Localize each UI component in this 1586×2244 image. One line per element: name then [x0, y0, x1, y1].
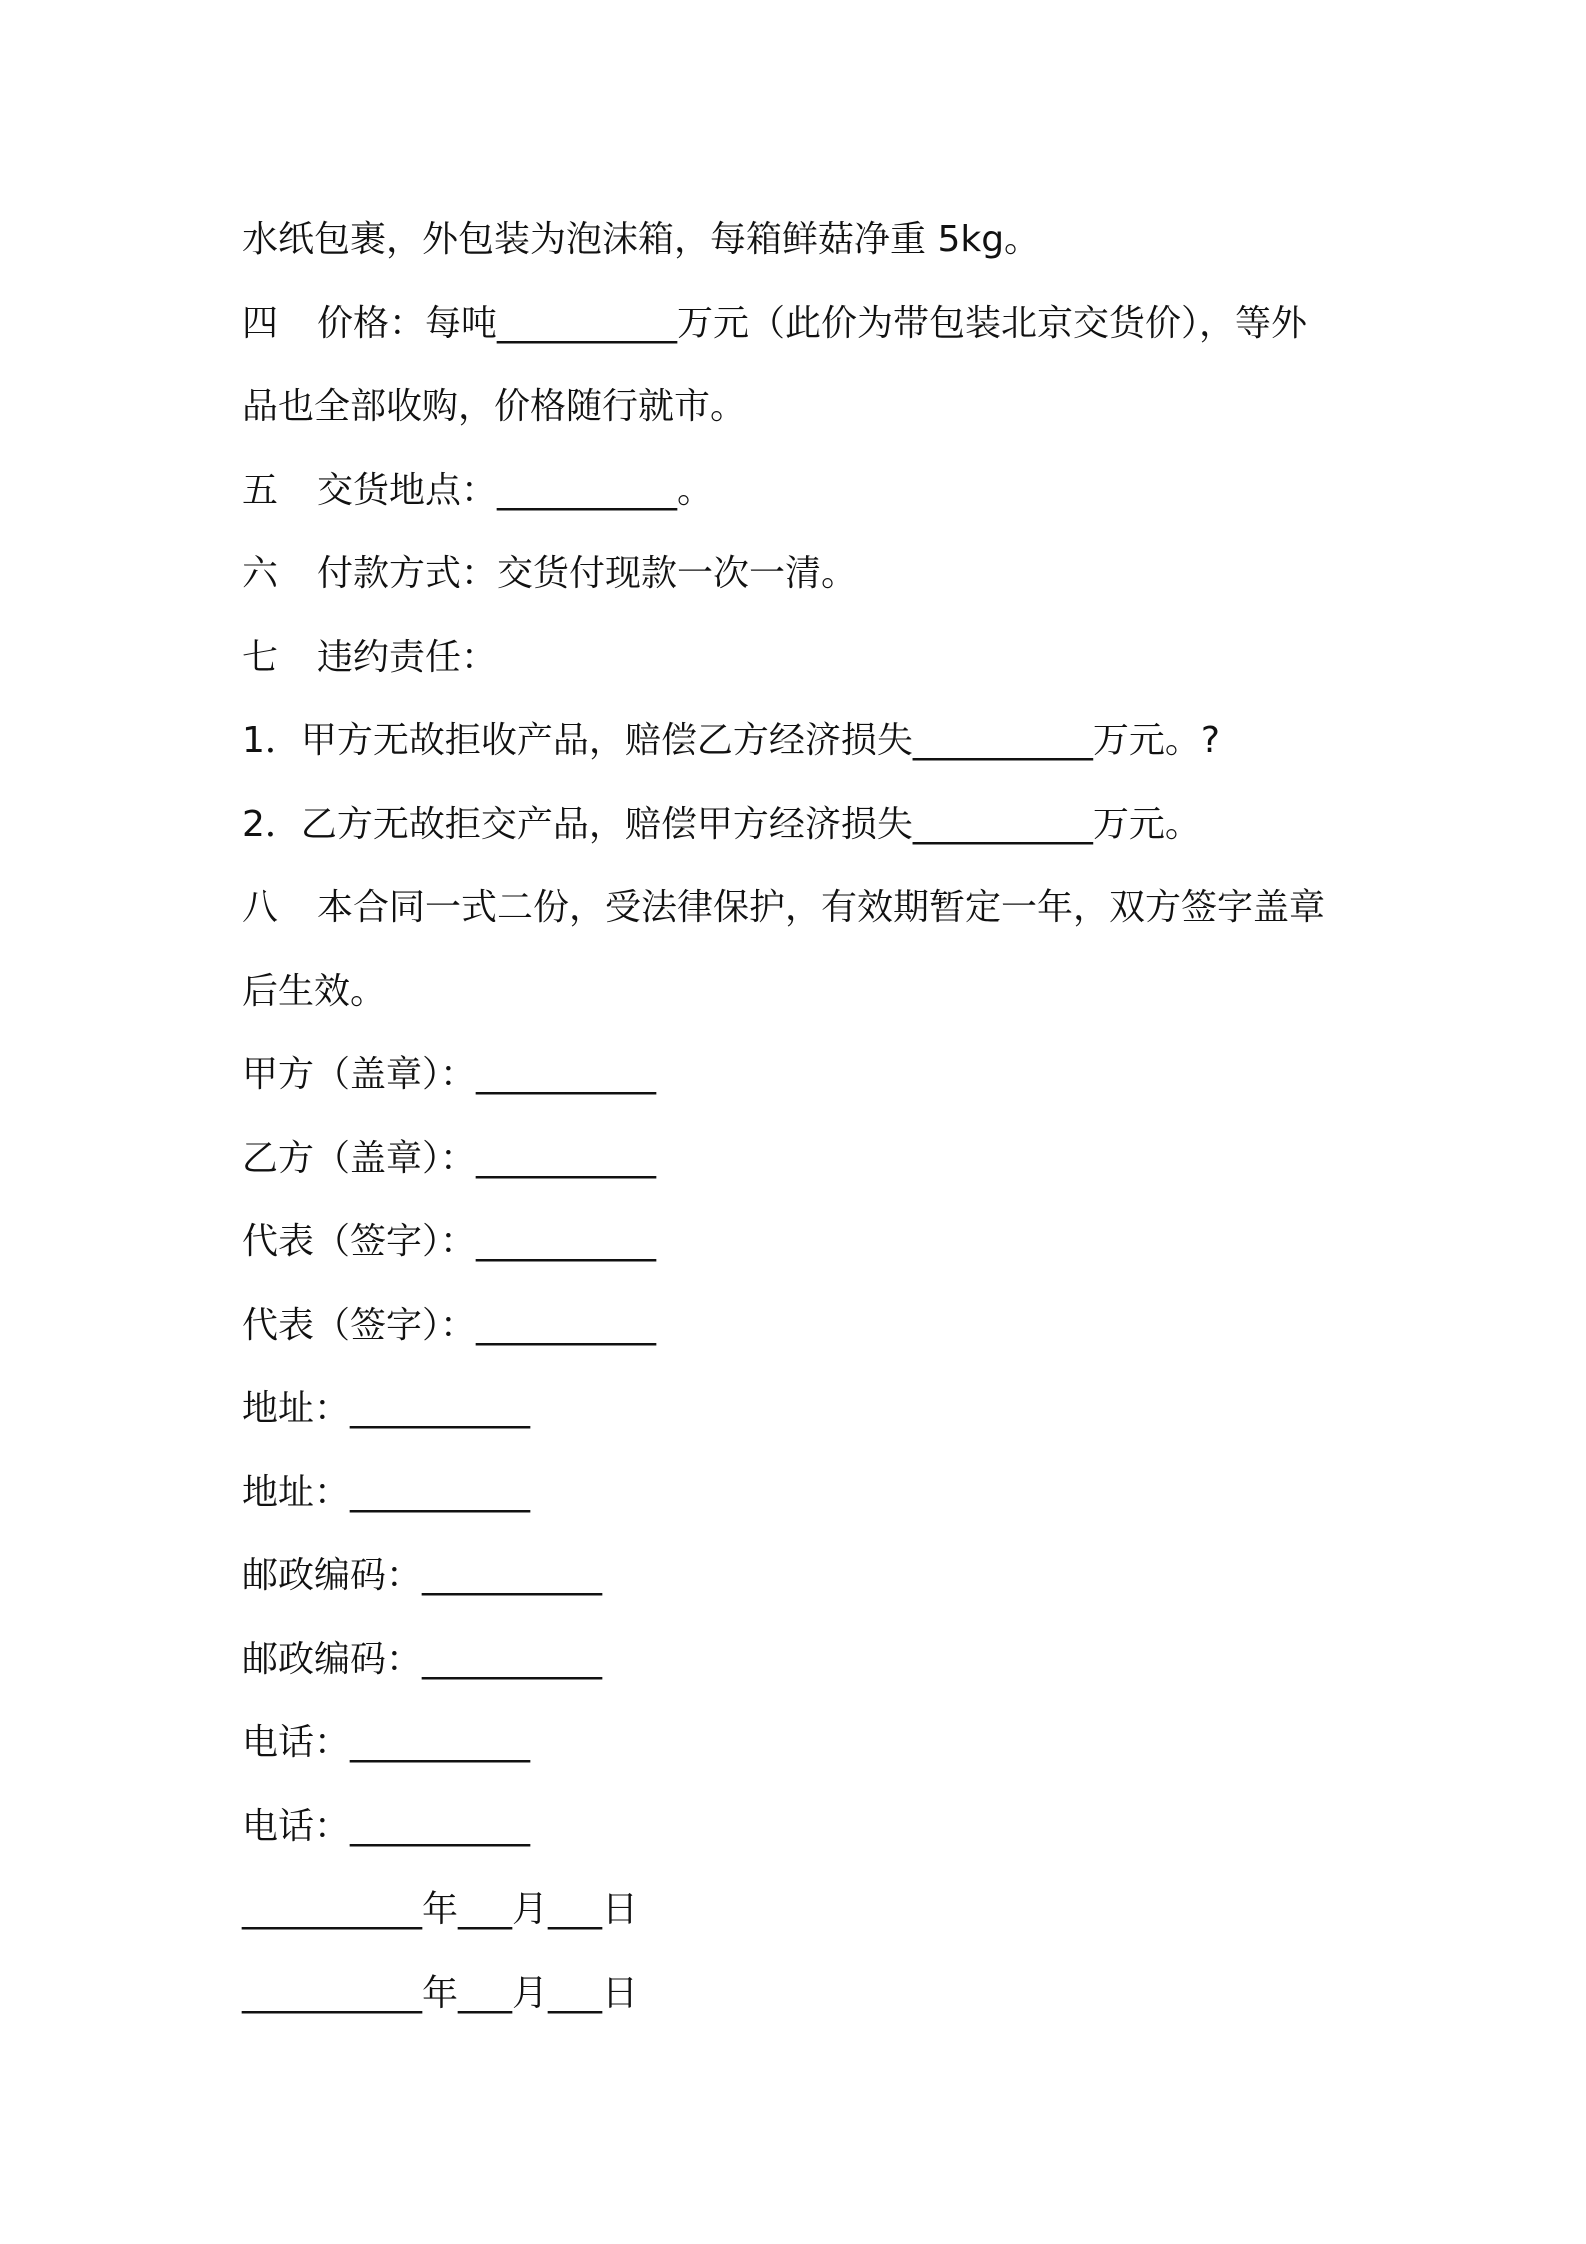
section-closing-line-1 [242, 866, 1362, 950]
contract-body [242, 198, 1362, 2035]
section-price-line-2: 品也全部收购，价格随行就市。 [242, 386, 747, 427]
signature-field-date: __________年___月___日 [242, 1889, 638, 1930]
section-number: 四 [242, 302, 279, 344]
section-payment [242, 532, 1362, 616]
signature-field-party-b-seal: 乙方（盖章）：__________ [242, 1137, 657, 1179]
section-text: 违约责任： [317, 636, 498, 678]
signature-field-representative: 代表（签字）：__________ [242, 1221, 657, 1262]
signature-field-address: 地址：__________ [242, 1471, 531, 1513]
signature-field-postcode: 邮政编码：__________ [242, 1638, 603, 1680]
signature-field-party-a-seal: 甲方（盖章）：__________ [242, 1054, 657, 1095]
section-number: 八 [242, 887, 279, 928]
section-number: 七 [242, 636, 279, 678]
section-text: 付款方式：交货付现款一次一清。 [317, 553, 858, 594]
liability-item: 1．甲方无故拒收产品，赔偿乙方经济损失__________万元。? [242, 720, 1221, 761]
section-price-line-1 [242, 282, 1362, 366]
section-text: 价格：每吨__________万元（此价为带包装北京交货价），等外 [317, 302, 1308, 344]
signature-field-address: 地址：__________ [242, 1388, 531, 1429]
signature-field-phone: 电话：__________ [242, 1805, 531, 1847]
continuation-line: 水纸包裹，外包装为泡沫箱，每箱鲜菇净重 5kg。 [242, 219, 1041, 260]
section-number: 六 [242, 553, 279, 594]
signature-field-representative: 代表（签字）：__________ [242, 1304, 657, 1346]
section-text: 交货地点：__________。 [317, 469, 714, 511]
signature-field-phone: 电话：__________ [242, 1722, 531, 1763]
section-liability [242, 616, 1362, 700]
liability-item: 2．乙方无故拒交产品，赔偿甲方经济损失__________万元。 [242, 803, 1201, 845]
section-number: 五 [242, 469, 279, 511]
signature-field-date: __________年___月___日 [242, 1972, 638, 2014]
section-text: 本合同一式二份，受法律保护，有效期暂定一年，双方签字盖章 [317, 887, 1326, 928]
signature-field-postcode: 邮政编码：__________ [242, 1555, 603, 1596]
section-closing-line-2: 后生效。 [242, 970, 387, 1012]
section-delivery-place [242, 449, 1362, 533]
